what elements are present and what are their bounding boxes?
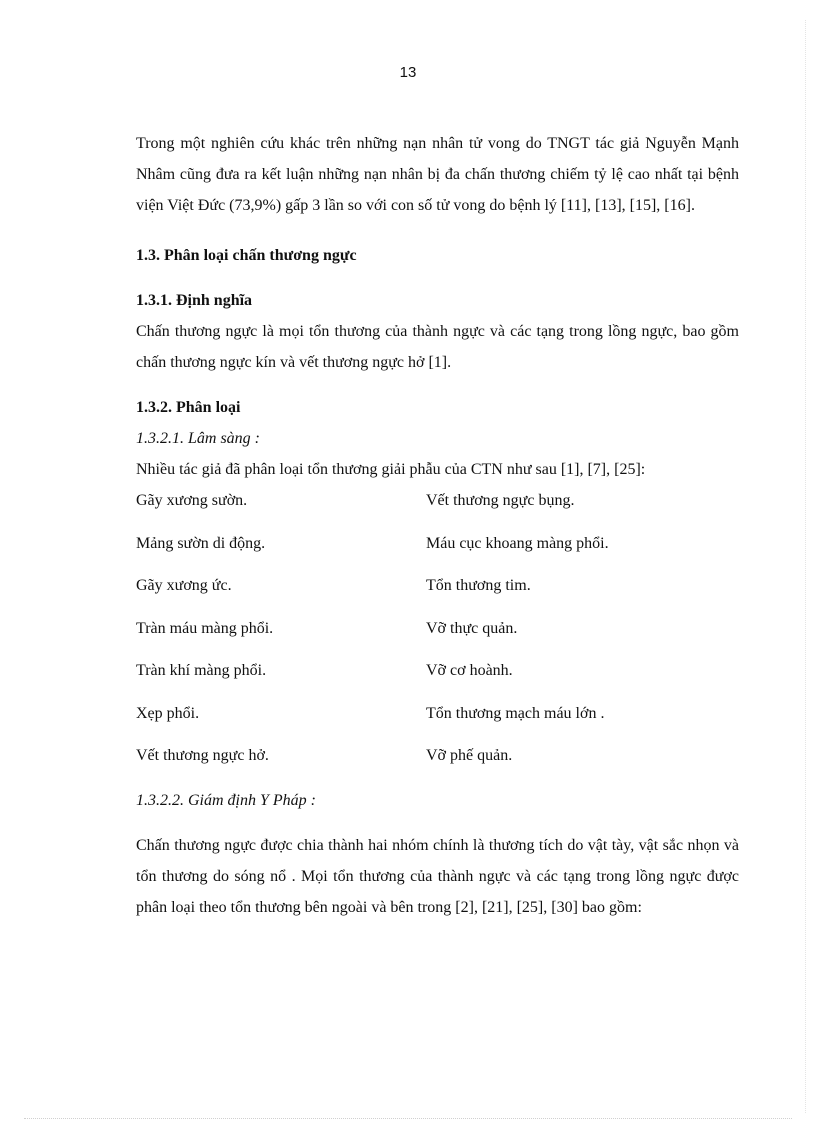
clinical-intro: Nhiều tác giả đã phân loại tổn thương giải phẫu của CTN như sau [1], [7], [25]: xyxy=(136,461,646,478)
page-edge-guide xyxy=(805,20,806,1113)
section-heading-1-3-1: 1.3.1. Định nghĩa xyxy=(136,292,253,309)
footer-dotted-rule xyxy=(24,1118,792,1119)
definition-paragraph: Chấn thương ngực là mọi tổn thương của thành ngực và các tạng trong lồng ngực, bao gồm chấn thương ngực kín và vết thương ngực hở [1]. xyxy=(136,323,739,371)
list-item: Vết thương ngực bụng. xyxy=(426,492,575,509)
document-body xyxy=(136,128,739,923)
list-item: Vỡ cơ hoành. xyxy=(426,662,513,679)
list-item: Tràn khí màng phổi. xyxy=(136,662,267,679)
list-item: Tổn thương mạch máu lớn . xyxy=(426,704,605,722)
subheading-clinical: 1.3.2.1. Lâm sàng : xyxy=(136,430,261,447)
section-heading-1-3: 1.3. Phân loại chấn thương ngực xyxy=(136,247,357,264)
list-item: Gãy xương sườn. xyxy=(136,492,248,509)
subheading-forensic: 1.3.2.2. Giám định Y Pháp : xyxy=(136,792,316,809)
intro-paragraph: Trong một nghiên cứu khác trên những nạn nhân tử vong do TNGT tác giả Nguyễn Mạnh Nhâm cũng đưa ra kết luận những nạn nhân bị đa chấn thương chiếm tỷ lệ cao nhất tại bệnh viện Việt Đức (73,9%) gấp 3 lần so với con số tử vong do bệnh lý [11], [13], [15], [16]. xyxy=(136,135,739,214)
list-item: Vỡ phế quản. xyxy=(426,747,513,764)
page-number: 13 xyxy=(399,64,417,81)
injury-list xyxy=(136,485,739,771)
list-item: Máu cục khoang màng phổi. xyxy=(426,534,609,552)
list-item: Vết thương ngực hở. xyxy=(136,747,269,764)
section-heading-1-3-2: 1.3.2. Phân loại xyxy=(136,399,241,416)
list-item: Xẹp phổi. xyxy=(136,704,200,722)
list-item: Vỡ thực quản. xyxy=(426,619,518,637)
forensic-paragraph: Chấn thương ngực được chia thành hai nhóm chính là thương tích do vật tày, vật sắc nhọn và tổn thương do sóng nổ . Mọi tổn thương của thành ngực và các tạng trong lồng ngực được phân loại theo tổn thương bên ngoài và bên trong [2], [21], [25], [30] bao gồm: xyxy=(136,837,739,916)
list-item: Mảng sườn di động. xyxy=(136,534,266,552)
list-item: Tràn máu màng phổi. xyxy=(136,619,274,637)
list-item: Tổn thương tim. xyxy=(426,577,531,594)
list-item: Gãy xương ức. xyxy=(136,577,232,594)
